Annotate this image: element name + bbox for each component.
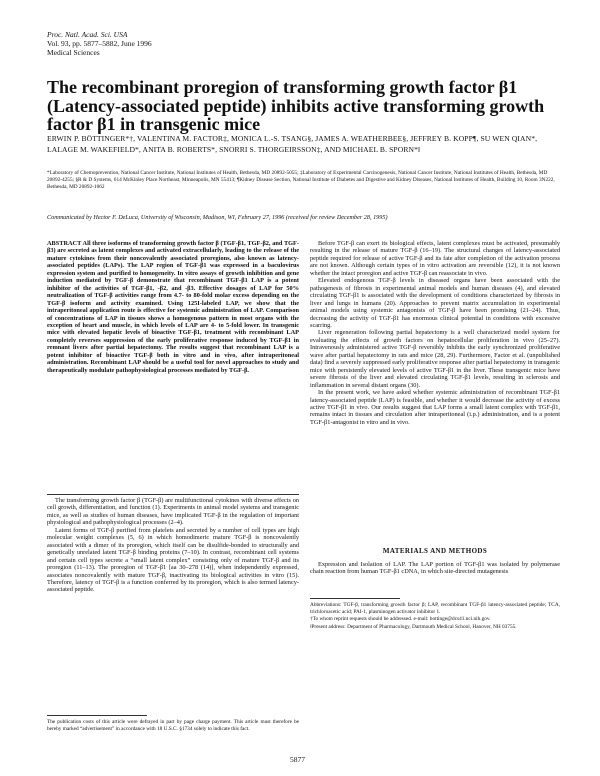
- abstract-text: ABSTRACT All three isoforms of transforming growth factor β (TGF-β1, TGF-β2, and TGF-β3) are secreted as latent complexes and activated extracellularly, leading to the release of the mature cytokines from their noncovalently associated proregions, also known as latency-associated peptides (LAPs). The LAP region of TGF-β1 was expressed in a baculovirus expression system and purified to homogeneity. In vitro assays of growth inhibition and gene induction mediated by TGF-β demonstrate that recombinant TGF-β1 LAP is a potent inhibitor of the activities of TGF-β1, -β2, and -β3. Effective dosages of LAP for 50% neutralization of TGF-β activities range from 4.7- to 80-fold molar excess depending on the TGF-β isoform and activity examined. Using 125I-labeled LAP, we show that the intraperitoneal application route is effective for systemic administration of LAP. Comparison of concentrations of LAP in tissues shows a homogenous pattern in most organs with the exception of heart and muscle, in which levels of LAP are 4- to 5-fold lower. In transgenic mice with elevated hepatic levels of bioactive TGF-β1, treatment with recombinant LAP completely reverses suppression of the early proliferative response induced by TGF-β1 in remnant livers after partial hepatectomy. The results suggest that recombinant LAP is a potent inhibitor of bioactive TGF-β both in vitro and in vivo, after intraperitoneal administration. Recombinant LAP should be a useful tool for novel approaches to study and therapeutically modulate pathophysiological processes mediated by TGF-β.: [47, 240, 299, 374]
- methods-section: [310, 561, 560, 576]
- communicated-by: Communicated by Hector F. DeLuca, University of Wisconsin, Madison, WI, February 27, 1996 (received for review December 28, 1995): [47, 214, 388, 221]
- publication-cost-note: [47, 719, 299, 733]
- affiliations: *Laboratory of Chemoprevention, National Cancer Institute, National Institutes of Health, Bethesda, MD 20892-5055; ‡Laboratory of Experimental Carcinogenesis, National Cancer Institute, National Institutes of Health, Bethesda, MD 20892-4255; §R & D Systems, 614 McKinley Place Northeast, Minneapolis, MN 55413; ¶Kidney Disease Section, National Institute of Diabetes and Digestive and Kidney Diseases, National Institutes of Health, Building 10, Room 3N222, Bethesda, MD 20892-1062: [47, 170, 555, 190]
- footnote-left-text: The publication costs of this article were defrayed in part by page charge payment. This article must therefore be hereby marked “advertisement” in accordance with 18 U.S.C. §1734 solely to indicate this fact.: [47, 719, 299, 732]
- footnotes-right: [310, 602, 560, 631]
- author-list: ERWIN P. BÖTTINGER*†, VALENTINA M. FACTOR‡, MONICA L.-S. TSANG§, JAMES A. WEATHERBEE§, JEFFREY B. KOPP¶, SU WEN QIAN*, LALAGE M. WAKEFIELD*, ANITA B. ROBERTS*, SNORRI S. THORGEIRSSON‡, AND MICHAEL B. SPORN*‖: [47, 134, 538, 154]
- abstract-divider: [47, 494, 299, 495]
- article-title: The recombinant proregion of transforming growth factor β1 (Latency-associated peptide) inhibits active transforming growth factor β1 in transgenic mice: [47, 77, 545, 134]
- right-paragraph-1: Before TGF-β can exert its biological effects, latent complexes must be activated, presumably resulting in the release of mature TGF-β (16–19). The structural changes of latency-associated peptide required for release of active TGF-β and its fate after completion of the activation process are not known. Although certain types of in vitro activation are reversible (12), it is not known whether the intact proregion and active TGF-β can reassociate in vivo.: [310, 240, 560, 277]
- footnote-address: ‖Present address: Department of Pharmacology, Dartmouth Medical School, Hanover, NH 03755.: [310, 623, 517, 630]
- introduction: [47, 497, 299, 594]
- methods-text: Expression and Isolation of LAP. The LAP portion of TGF-β1 was isolated by polymerase chain reaction from human TGF-β1 cDNA, in which site-directed mutagenesis: [310, 561, 560, 576]
- footnote-abbreviations: Abbreviations: TGF-β, transforming growth factor β; LAP, recombinant TGF-β1 latency-associated peptide; TCA, trichloroacetic acid; PAI-1, plasminogen activator inhibitor 1.: [310, 602, 560, 615]
- journal-volume: Vol. 93, pp. 5877–5882, June 1996: [47, 39, 152, 48]
- abstract: [47, 240, 299, 374]
- right-paragraph-3: Liver regeneration following partial hepatectomy is a well characterized model system for evaluating the effects of growth factors on hepatocellular proliferation in vivo (25–27). Intravenously administered active TGF-β reversibly inhibits the early synchronized proliferative wave after partial hepatectomy in rats and mice (28, 29). Furthermore, Factor et al. (unpublished data) find a severely suppressed early proliferative response after partial hepatectomy in transgenic mice with persistently elevated levels of active TGF-β1 in the liver. These transgenic mice have severe fibrosis of the liver and elevated circulating TGF-β1 levels, resulting in sclerosis and inflammation in several distant organs (30).: [310, 329, 560, 389]
- right-paragraph-4: In the present work, we have asked whether systemic administration of recombinant TGF-β1 latency-associated peptide (LAP) is feasible, and whether it would decrease the activity of excess active TGF-β1 in vivo. Our results suggest that LAP forms a small latent complex with TGF-β1, remains intact in tissues and circulation after intraperitoneal (i.p.) administration, and is a potent TGF-β1-antagonist in vitro and in vivo.: [310, 389, 560, 426]
- footnote-divider-left: [47, 715, 147, 716]
- footnote-reprint: †To whom reprint requests should be addressed. e-mail: bottinge@dcs41.nci.nih.gov.: [310, 616, 491, 623]
- page-number: 5877: [290, 755, 305, 764]
- intro-paragraph-2: Latent forms of TGF-β purified from platelets and secreted by a number of cell types are high molecular weight complexes (5, 6) in which homodimeric mature TGF-β is noncovalently associated with a dimer of its proregion, which itself can be disulfide-bonded to structurally and genetically unrelated latent TGF-β binding proteins (7–10). In contrast, recombinant cell systems and certain cell types secrete a “small latent complex” consisting only of mature TGF-β and its proregion (11–13). The proregion of TGF-β1 [aa 30–278 (14)], when independently expressed, associates noncovalently with mature TGF-β, inactivating its biological activities in vitro (15). Therefore, latency of TGF-β is a function conferred by its proregion, which is also termed latency-associated peptide.: [47, 526, 299, 594]
- intro-paragraph-1: The transforming growth factor β (TGF-β) are multifunctional cytokines with diverse effects on cell growth, differentiation, and function (1). Experiments in animal model systems and transgenic mice, as well as studies of human diseases, have implicated TGF-β in the regulation of important physiological and pathophysiological processes (2–4).: [47, 497, 299, 527]
- right-paragraph-2: Elevated endogenous TGF-β levels in diseased organs have been associated with the pathogenesis of fibrosis in experimental animal models and human diseases (4), and elevated circulating TGF-β1 is associated with the development of conditions characterized by fibrosis in liver and lungs in humans (20). Approaches to prevent matrix accumulation in experimental animal models using systemic antagonists of TGF-β have been promising (21–24). Thus, decreasing the activity of TGF-β1 has enormous clinical potential in conditions with excessive scarring.: [310, 277, 560, 329]
- journal-name: Proc. Natl. Acad. Sci. USA: [47, 30, 128, 39]
- methods-heading: MATERIALS AND METHODS: [382, 547, 488, 555]
- journal-section: Medical Sciences: [47, 48, 100, 57]
- right-column-body: [310, 240, 560, 426]
- journal-header: [47, 30, 152, 57]
- footnote-divider-right: [310, 598, 400, 599]
